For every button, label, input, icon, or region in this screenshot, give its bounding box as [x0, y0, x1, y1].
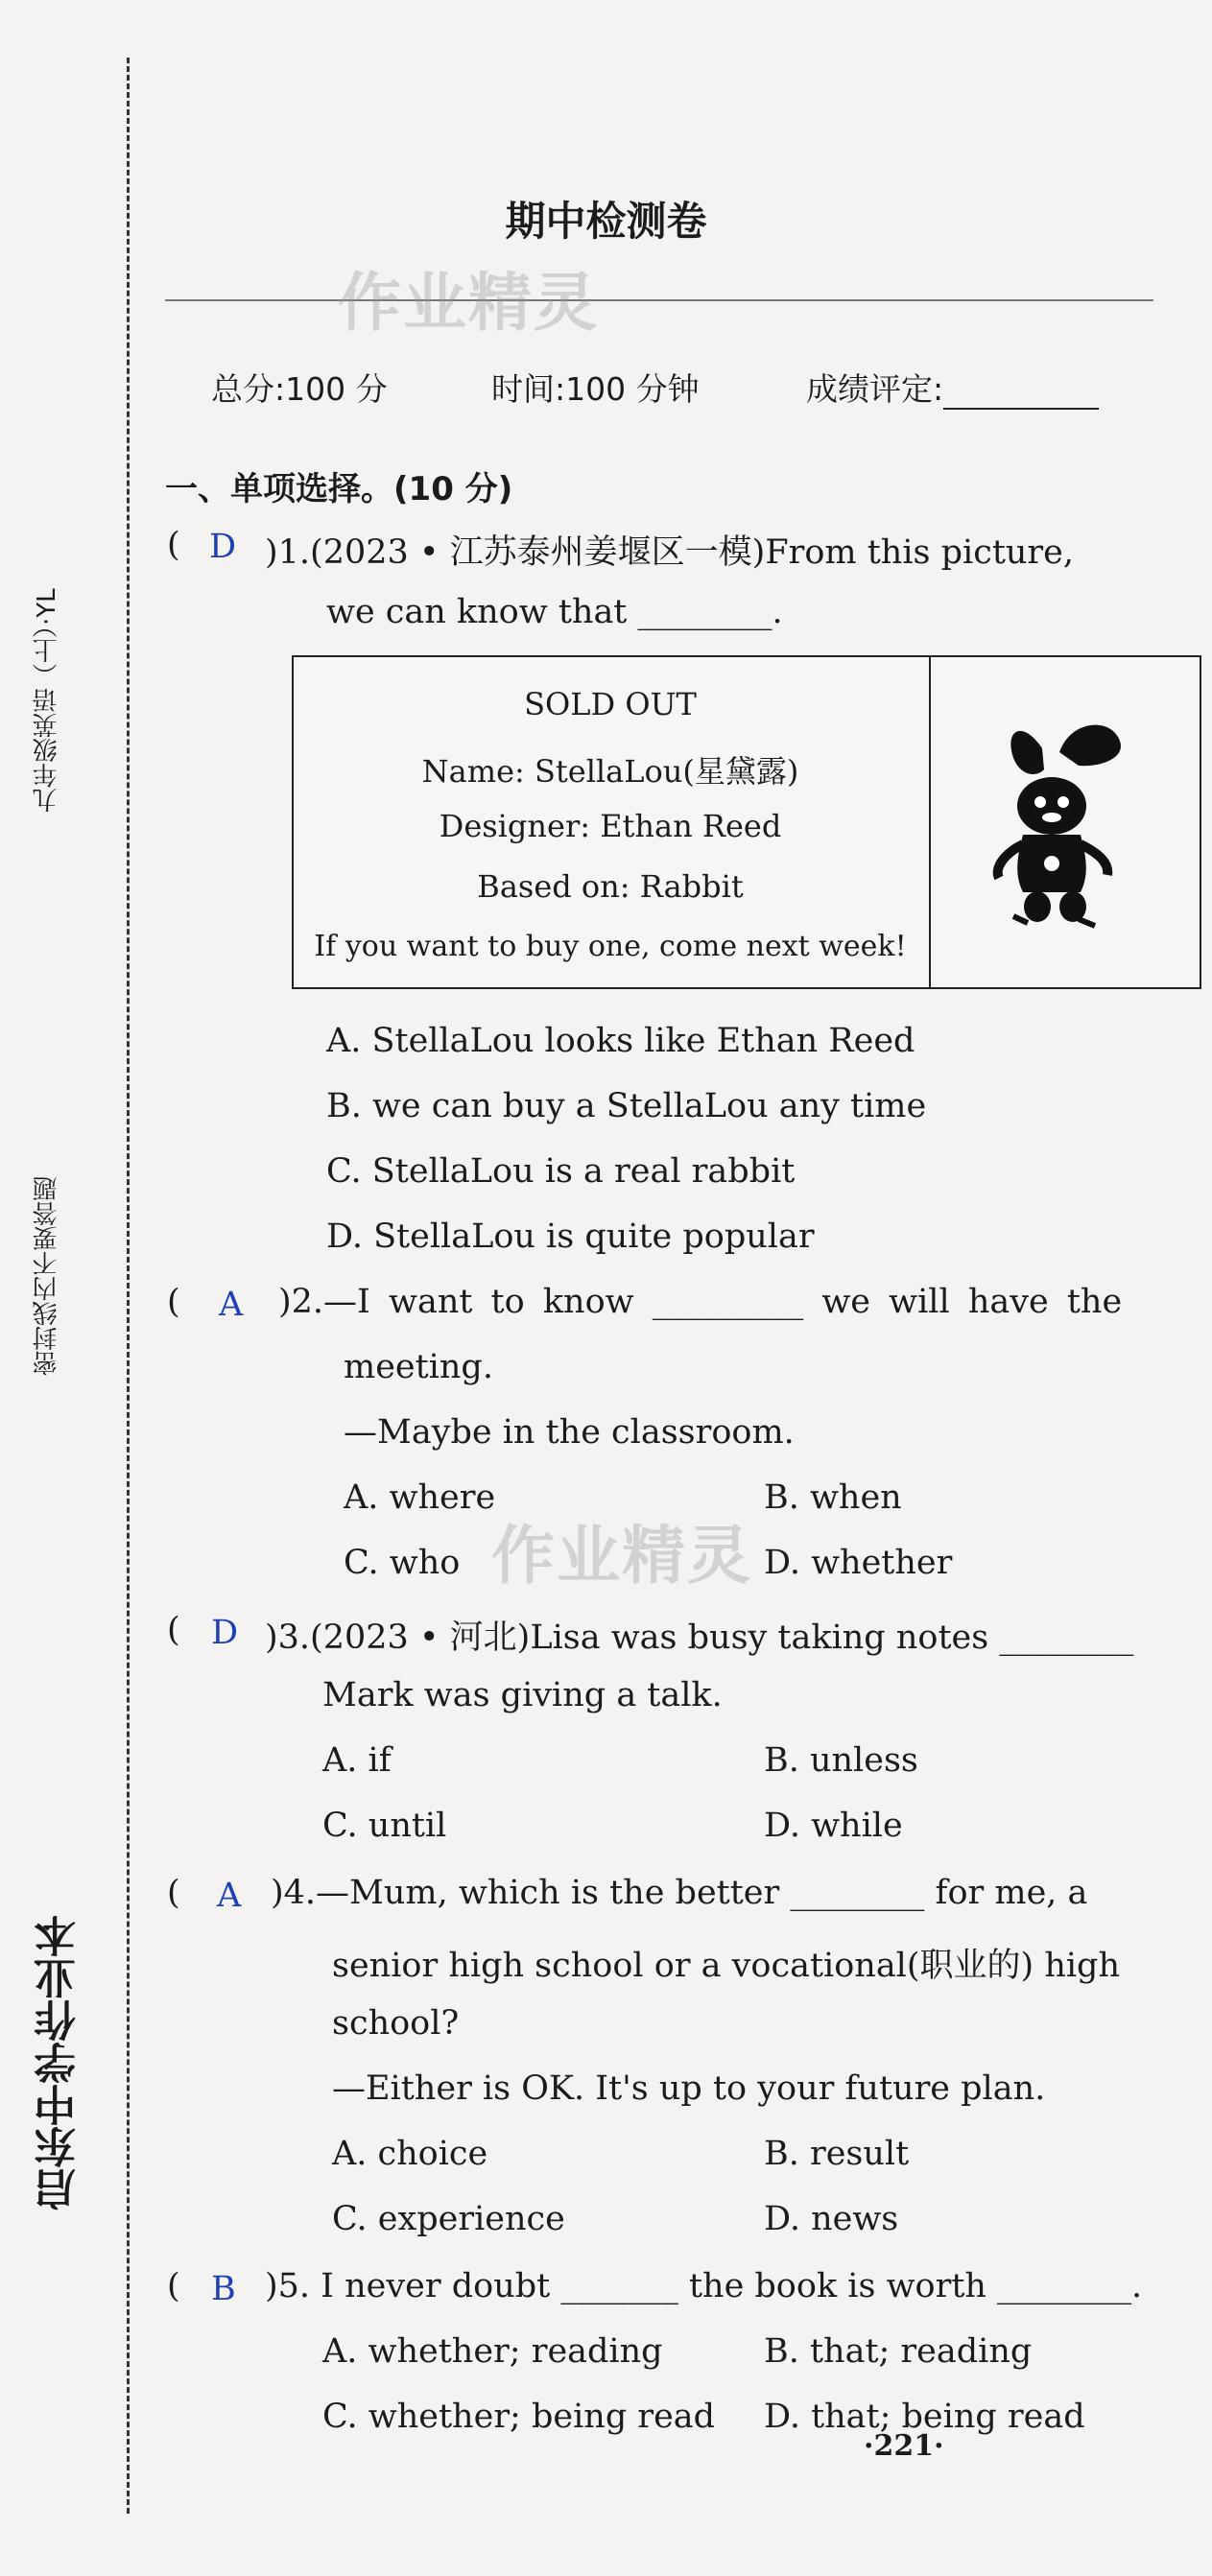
section-heading: 一、单项选择。(10 分)	[165, 470, 513, 508]
watermark-middle: 作业精灵	[491, 1519, 752, 1593]
time-limit: 时间:100 分钟	[491, 370, 700, 408]
course-label: 九年级英语（上）·YL	[33, 588, 61, 813]
q1-stem-line: we can know that ________.	[326, 593, 783, 631]
grade-label: 成绩评定:	[806, 370, 944, 408]
q3-answer: D	[211, 1614, 239, 1652]
q5-option: B. that; reading	[764, 2332, 1033, 2371]
q2-option: C. who	[344, 1544, 461, 1582]
brand-label: 启东中学作业本	[35, 1915, 83, 2210]
q4-option: C. experience	[332, 2200, 565, 2238]
q1-option: D. StellaLou is quite popular	[326, 1217, 815, 1256]
watermark-top: 作业精灵	[338, 266, 599, 340]
q3-option: C. until	[322, 1807, 447, 1845]
page-number: ·221·	[864, 2429, 944, 2463]
q2-stem-line: —Maybe in the classroom.	[344, 1413, 795, 1452]
notice-divider	[929, 657, 931, 987]
seal-dashed-line	[127, 58, 130, 2514]
grade-blank	[943, 370, 1099, 410]
notice-line: Based on: Rabbit	[477, 868, 744, 905]
q2-option: A. where	[344, 1478, 496, 1517]
q5-option: C. whether; being read	[322, 2398, 716, 2436]
q4-stem-line: school?	[332, 2004, 460, 2043]
q5-option: D. that; being read	[764, 2398, 1085, 2436]
q1-option: A. StellaLou looks like Ethan Reed	[326, 1022, 915, 1060]
q4-option: A. choice	[332, 2135, 488, 2173]
q2-paren: (	[167, 1283, 180, 1321]
q1-option: B. we can buy a StellaLou any time	[326, 1087, 927, 1125]
title-divider	[165, 299, 1153, 301]
q3-stem-line: )3.(2023 • 河北)Lisa was busy taking notes ________	[265, 1619, 1134, 1657]
q3-option: D. while	[764, 1807, 903, 1845]
notice-line: SOLD OUT	[524, 686, 697, 722]
q3-option: B. unless	[764, 1741, 918, 1780]
q2-stem-line: )2.—I want to know _________ we will have the	[278, 1283, 1123, 1321]
q2-option: B. when	[764, 1478, 902, 1517]
q4-stem-line: )4.—Mum, which is the better ________ for me, a	[271, 1874, 1088, 1912]
q1-stem-line: )1.(2023 • 江苏泰州姜堰区一模)From this picture,	[265, 533, 1074, 572]
q5-paren: (	[167, 2267, 180, 2305]
q4-paren: (	[167, 1874, 180, 1912]
notice-line: Designer: Ethan Reed	[439, 808, 782, 844]
q5-answer: B	[211, 2270, 236, 2308]
q1-paren: (	[167, 526, 180, 564]
q1-option: C. StellaLou is a real rabbit	[326, 1152, 796, 1191]
q2-option: D. whether	[764, 1544, 953, 1582]
q3-stem-line: Mark was giving a talk.	[322, 1676, 723, 1714]
q1-answer: D	[209, 528, 237, 566]
grade-field	[806, 365, 1099, 410]
binding-sidebar	[0, 0, 125, 2576]
sold-out-notice	[292, 655, 1201, 989]
q5-stem-line: )5. I never doubt _______ the book is worth ________.	[265, 2267, 1143, 2305]
notice-line: Name: StellaLou(星黛露)	[421, 753, 799, 790]
q4-option: B. result	[764, 2135, 910, 2173]
q4-answer: A	[217, 1877, 242, 1915]
q4-option: D. news	[764, 2200, 899, 2238]
notice-line: If you want to buy one, come next week!	[314, 930, 907, 963]
q4-stem-line: senior high school or a vocational(职业的) high	[332, 1947, 1120, 1985]
q2-stem-line: meeting.	[344, 1348, 493, 1386]
q2-answer: A	[219, 1286, 244, 1324]
q4-stem-line: —Either is OK. It's up to your future plan.	[332, 2069, 1046, 2108]
total-score: 总分:100 分	[211, 370, 388, 408]
stellalou-rabbit-image	[985, 710, 1138, 940]
q3-option: A. if	[322, 1741, 392, 1780]
q5-option: A. whether; reading	[322, 2332, 663, 2371]
page-title: 期中检测卷	[505, 198, 707, 245]
q3-paren: (	[167, 1611, 180, 1649]
seal-notice: 密封线内不要答题	[33, 1176, 61, 1376]
